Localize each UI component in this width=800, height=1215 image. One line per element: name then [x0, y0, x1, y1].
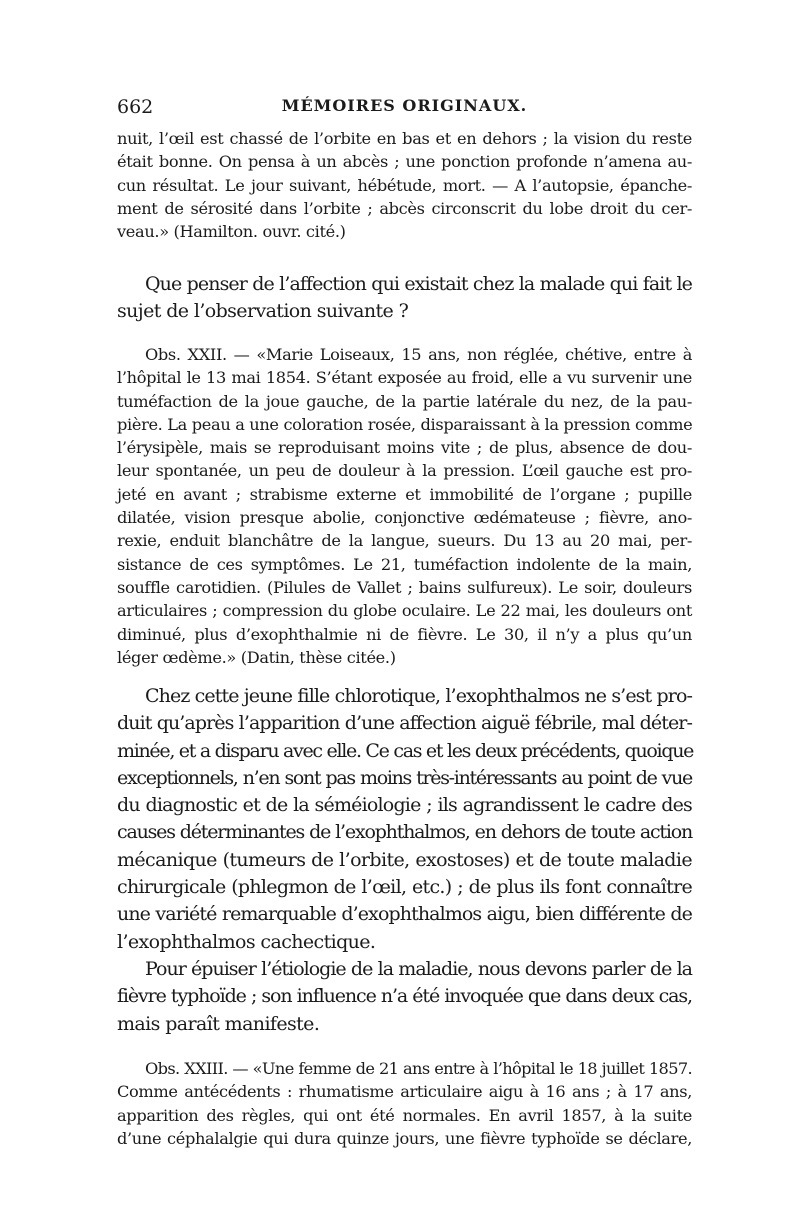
text-line: sujet de l’observation suivante ? — [117, 300, 409, 323]
paragraph-hamilton-continuation — [117, 127, 692, 243]
text-line: pière. La peau a une coloration rosée, disparaissant à la pression comme — [117, 414, 693, 434]
text-line: l’exophthalmos cachectique. — [117, 930, 376, 953]
running-title: MÉMOIRES ORIGINAUX. — [281, 96, 528, 115]
text-line: duit qu’après l’apparition d’une affection aiguë fébrile, mal déter- — [117, 712, 692, 735]
text-line: apparition des règles, qui ont été normales. En avril 1857, à la suite — [117, 1105, 692, 1125]
text-line: l’hôpital le 13 mai 1854. S’étant exposée au froid, elle a vu survenir une — [117, 368, 692, 388]
text-line: jeté en avant ; strabisme externe et immobilité de l’organe ; pupille — [117, 484, 692, 504]
text-line: tuméfaction de la joue gauche, de la partie latérale du nez, de la pau- — [117, 391, 692, 411]
paragraph-question — [117, 271, 692, 326]
text-line: Obs. XXII. — «Marie Loiseaux, 15 ans, non réglée, chétive, entre à — [145, 345, 692, 364]
text-line: était bonne. On pensa à un abcès ; une ponction profonde n’amena au- — [117, 152, 692, 172]
text-line: cun résultat. Le jour suivant, hébétude, mort. — A l’autopsie, épanche- — [117, 175, 692, 195]
text-line: dilatée, vision presque abolie, conjonctive œdémateuse ; fièvre, ano- — [117, 508, 692, 528]
text-line: articulaires ; compression du globe oculaire. Le 22 mai, les douleurs ont — [117, 601, 692, 621]
text-line: chirurgicale (phlegmon de l’œil, etc.) ; de plus ils font connaître — [117, 876, 692, 899]
text-line: ment de sérosité dans l’orbite ; abcès circonscrit du lobe droit du cer- — [117, 198, 692, 218]
page-number: 662 — [117, 96, 154, 118]
observation-xxiii — [117, 1057, 692, 1150]
text-line: mais paraît manifeste. — [117, 1012, 320, 1035]
observation-xxii — [117, 343, 692, 669]
text-line: rexie, enduit blanchâtre de la langue, sueurs. Du 13 au 20 mai, per- — [117, 531, 692, 551]
text-line: mécanique (tumeurs de l’orbite, exostoses) et de toute maladie — [117, 848, 692, 871]
text-line: sistance de ces symptômes. Le 21, tuméfaction indolente de la main, — [117, 554, 692, 574]
text-line: Comme antécédents : rhumatisme articulaire aigu à 16 ans ; à 17 ans, — [117, 1082, 692, 1102]
page-header — [117, 96, 692, 124]
text-line: Pour épuiser l’étiologie de la maladie, nous devons parler de la — [145, 958, 692, 980]
text-line: Chez cette jeune fille chlorotique, l’exophthalmos ne s’est pro- — [145, 685, 692, 707]
text-line: l’érysipèle, mais se reproduisant moins vite ; de plus, absence de dou- — [117, 438, 692, 458]
text-line: leur spontanée, un peu de douleur à la pression. L’œil gauche est pro- — [117, 461, 692, 481]
text-line: nuit, l’œil est chassé de l’orbite en bas et en dehors ; la vision du reste — [117, 129, 692, 148]
text-line: une variété remarquable d’exophthalmos aigu, bien différente de — [117, 903, 692, 926]
text-line: diminué, plus d’exophthalmie ni de fièvre. Le 30, il n’y a plus qu’un — [117, 624, 692, 644]
paragraph-etiology — [117, 956, 692, 1038]
text-line: souffle carotidien. (Pilules de Vallet ; bains sulfureux). Le soir, douleurs — [117, 577, 692, 597]
text-line: minée, et a disparu avec elle. Ce cas et les deux précédents, quoique — [117, 739, 694, 762]
paragraph-discussion — [117, 683, 692, 956]
text-line: Que penser de l’affection qui existait chez la malade qui fait le — [145, 273, 692, 295]
text-line: Obs. XXIII. — «Une femme de 21 ans entre à l’hôpital le 18 juillet 1857. — [145, 1059, 692, 1078]
text-line: du diagnostic et de la séméiologie ; ils agrandissent le cadre des — [117, 794, 692, 817]
text-line: léger œdème.» (Datin, thèse citée.) — [117, 647, 396, 667]
text-line: d’une céphalalgie qui dura quinze jours, une fièvre typhoïde se déclare, — [117, 1128, 692, 1148]
text-line: fièvre typhoïde ; son influence n’a été invoquée que dans deux cas, — [117, 985, 692, 1008]
text-line: veau.» (Hamilton. ouvr. cité.) — [117, 222, 346, 242]
text-line: exceptionnels, n’en sont pas moins très-intéressants au point de vue — [117, 766, 692, 789]
text-line: causes déterminantes de l’exophthalmos, en dehors de toute action — [117, 821, 692, 844]
